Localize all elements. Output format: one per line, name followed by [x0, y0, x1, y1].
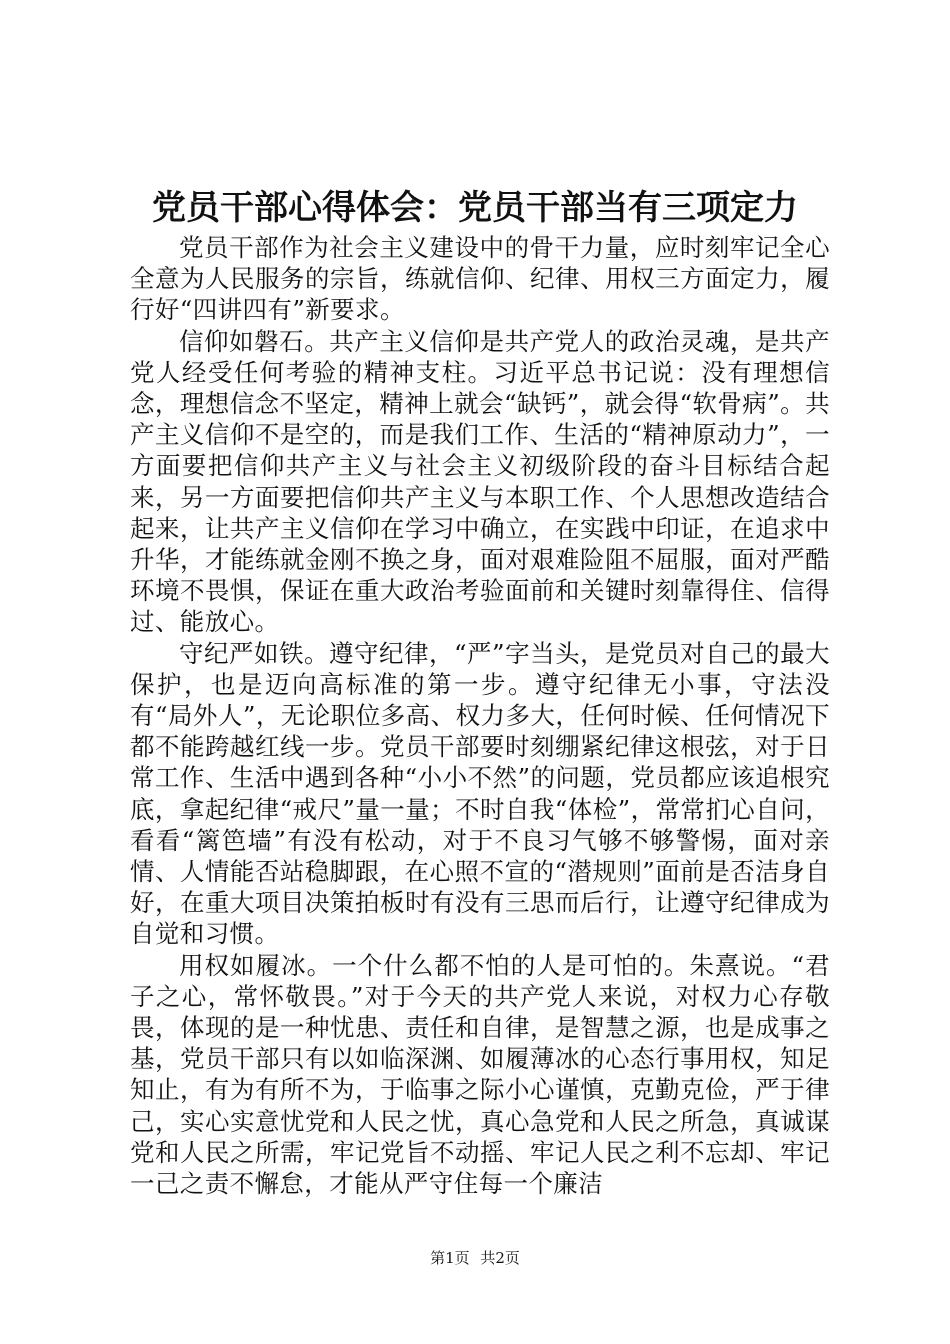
page-number: 第1页 [430, 1249, 470, 1267]
page-total: 共2页 [480, 1249, 520, 1267]
paragraph-faith: 信仰如磐石。共产主义信仰是共产党人的政治灵魂，是共产党人经受任何考验的精神支柱。习近平总书记说：没有理想信念，理想信念不坚定，精神上就会“缺钙”，就会得“软骨病”。共产主义信仰不是空的，而是我们工作、生活的“精神原动力”，一方面要把信仰共产主义与社会主义初级阶段的奋斗目标结合起来，另一方面要把信仰共产主义与本职工作、个人思想改造结合起来，让共产主义信仰在学习中确立，在实践中印证，在追求中升华，才能练就金刚不换之身，面对艰难险阻不屈服，面对严酷环境不畏惧，保证在重大政治考验面前和关键时刻靠得住、信得过、能放心。 [130, 326, 830, 637]
document-body [130, 232, 830, 1199]
paragraph-intro: 党员干部作为社会主义建设中的骨干力量，应时刻牢记全心全意为人民服务的宗旨，练就信仰、纪律、用权三方面定力，履行好“四讲四有”新要求。 [130, 233, 830, 325]
paragraph-discipline: 守纪严如铁。遵守纪律，“严”字当头，是党员对自己的最大保护，也是迈向高标准的第一步。遵守纪律无小事，守法没有“局外人”，无论职位多高、权力多大，任何时候、任何情况下都不能跨越红线一步。党员干部要时刻绷紧纪律这根弦，对于日常工作、生活中遇到各种“小小不然”的问题，党员都应该追根究底，拿起纪律“戒尺”量一量；不时自我“体检”，常常扪心自问，看看“篱笆墙”有没有松动，对于不良习气够不够警惕，面对亲情、人情能否站稳脚跟，在心照不宣的“潜规则”面前是否洁身自好，在重大项目决策拍板时有没有三思而后行，让遵守纪律成为自觉和习惯。 [130, 638, 830, 949]
document-title: 党员干部心得体会：党员干部当有三项定力 [152, 188, 798, 228]
page-footer [0, 1248, 950, 1268]
paragraph-power: 用权如履冰。一个什么都不怕的人是可怕的。朱熹说。“君子之心，常怀敬畏。”对于今天的共产党人来说，对权力心存敬畏，体现的是一种忧患、责任和自律，是智慧之源，也是成事之基，党员干部只有以如临深渊、如履薄冰的心态行事用权，知足知止，有为有所不为，于临事之际小心谨慎，克勤克俭，严于律己，实心实意忧党和人民之忧，真心急党和人民之所急，真诚谋党和人民之所需，牢记党旨不动摇、牢记人民之利不忘却、牢记一己之责不懈怠，才能从严守住每一个廉洁 [130, 950, 830, 1199]
